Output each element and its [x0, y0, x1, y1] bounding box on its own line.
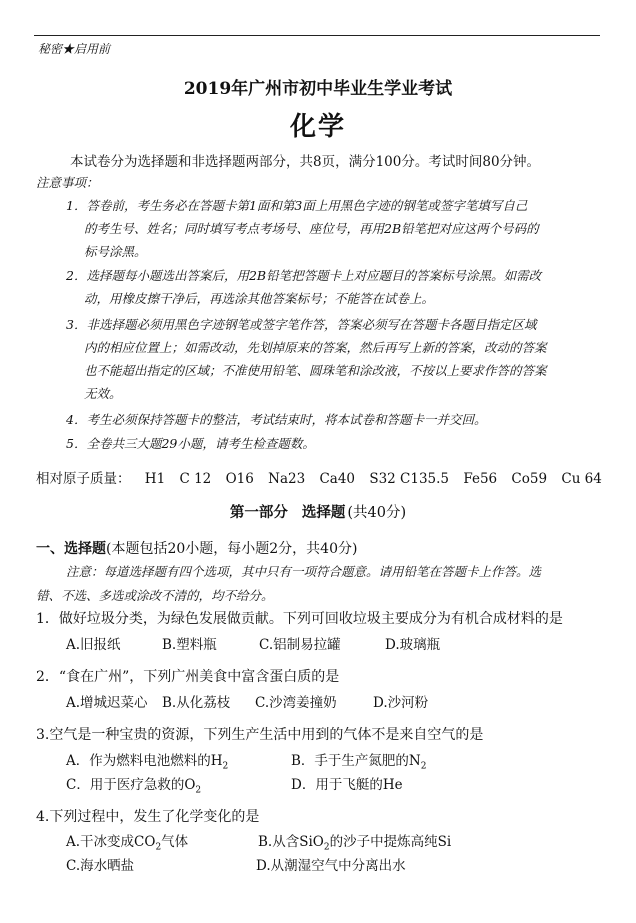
q3-option-b-sub: 2 — [420, 761, 427, 772]
notice-line: 2．选择题每小题选出答案后，用2B铅笔把答题卡上对应题目的答案标号涂黑。如需改 — [66, 268, 542, 283]
section-desc: (本题包括20小题，每小题2分，共40分) — [106, 541, 358, 557]
q3-option-c-sub: 2 — [195, 785, 202, 796]
q3-option-d: D．用于飞艇的He — [291, 777, 403, 793]
question-2-stem: 2．“食在广州”，下列广州美食中富含蛋白质的是 — [36, 669, 340, 685]
section-note-1: 注意：每道选择题有四个选项，其中只有一项符合题意。请用铅笔在答题卡上作答。选 — [66, 564, 542, 579]
atomic-mass-item: C 12 — [179, 471, 212, 487]
atomic-mass-item: Ca40 — [319, 471, 356, 487]
q4-option-c: C.海水晒盐 — [66, 858, 135, 874]
q1-option-b: B.塑料瓶 — [162, 637, 217, 653]
part-title: 第一部分 — [229, 504, 288, 521]
q3-option-a-text: A．作为燃料电池燃料的H — [66, 753, 223, 769]
notice-line: 1．答卷前，考生务必在答题卡第1面和第3面上用黑色字迹的钢笔或签字笔填写自己 — [66, 198, 528, 213]
notice-line: 4．考生必须保持答题卡的整洁，考试结束时，将本试卷和答题卡一并交回。 — [66, 412, 487, 427]
atomic-mass-item: Cu 64 — [561, 471, 602, 487]
atomic-mass-item: Na23 — [268, 471, 306, 487]
notice-line: 标号涂黑。 — [84, 244, 147, 259]
q1-option-a: A.旧报纸 — [66, 637, 121, 653]
intro-text: 本试卷分为选择题和非选择题两部分，共8页，满分100分。考试时间80分钟。 — [70, 154, 541, 170]
q2-option-a: A.增城迟菜心 — [66, 695, 148, 711]
subject-title: 化学 — [289, 112, 346, 142]
atomic-mass-item: H1 — [144, 471, 166, 487]
q4-option-b — [258, 830, 451, 853]
q4-option-d: D.从潮湿空气中分离出水 — [256, 858, 406, 874]
q4-option-b-text: B.从含SiO — [258, 834, 324, 850]
q4-option-a — [66, 830, 188, 853]
part-score: (共40分) — [347, 505, 407, 521]
atomic-mass-item: Co59 — [511, 471, 548, 487]
q3-option-a — [66, 749, 228, 772]
atomic-mass-item: S32 C135.5 — [369, 471, 450, 487]
q4-option-b-sub: 2 — [323, 842, 330, 853]
exam-title: 2019年广州市初中毕业生学业考试 — [183, 79, 453, 99]
q3-option-c-text: C．用于医疗急救的O — [66, 777, 196, 793]
atomic-mass-label: 相对原子质量： — [36, 471, 131, 487]
q4-option-b-tail: 的沙子中提炼高纯Si — [329, 834, 452, 850]
q2-option-d: D.沙河粉 — [373, 695, 429, 711]
q1-option-c: C.铝制易拉罐 — [259, 637, 341, 653]
q3-option-b-text: B．手于生产氮肥的N — [291, 753, 421, 769]
notice-line: 5．全卷共三大题29小题，请考生检查题数。 — [66, 436, 315, 451]
q2-option-c: C.沙湾姜撞奶 — [255, 695, 337, 711]
atomic-mass-row — [36, 467, 612, 487]
notice-line: 也不能超出指定的区域；不准使用铅笔、圆珠笔和涂改液，不按以上要求作答的答案 — [84, 363, 547, 378]
section-note-2: 错、不选、多选或涂改不清的，均不给分。 — [36, 588, 274, 603]
header-rule — [34, 35, 600, 36]
q4-option-a-text: A.干冰变成CO — [66, 834, 156, 850]
q2-option-b: B.从化荔枝 — [162, 695, 231, 711]
part-name: 选择题 — [301, 504, 346, 521]
question-3-stem: 3.空气是一种宝贵的资源，下列生产生活中用到的气体不是来自空气的是 — [36, 727, 484, 743]
notice-line: 动，用橡皮擦干净后，再选涂其他答案标号；不能答在试卷上。 — [84, 291, 435, 306]
notice-line: 内的相应位置上；如需改动，先划掉原来的答案，然后再写上新的答案，改动的答案 — [84, 340, 547, 355]
atomic-mass-item: O16 — [225, 471, 254, 487]
q1-option-d: D.玻璃瓶 — [385, 637, 441, 653]
notice-line: 无效。 — [84, 386, 122, 401]
question-1-stem: 1．做好垃圾分类，为绿色发展做贡献。下列可回收垃圾主要成分为有机合成材料的是 — [36, 611, 563, 627]
q3-option-b — [291, 749, 426, 772]
question-4-stem: 4.下列过程中，发生了化学变化的是 — [36, 809, 260, 825]
secret-label: 秘密★启用前 — [38, 42, 111, 56]
q3-option-c — [66, 773, 201, 796]
q4-option-a-sub: 2 — [155, 842, 162, 853]
notice-heading: 注意事项： — [36, 175, 99, 190]
q4-option-a-tail: 气体 — [161, 834, 189, 850]
notice-line: 3．非选择题必须用黑色字迹钢笔或签字笔作答，答案必须写在答题卡各题目指定区域 — [66, 317, 537, 332]
section-heading — [36, 538, 357, 558]
q3-option-a-sub: 2 — [222, 761, 229, 772]
atomic-mass-item: Fe56 — [463, 471, 498, 487]
part-heading — [0, 501, 636, 522]
section-title: 一、选择题 — [36, 541, 106, 557]
notice-line: 的考生号、姓名；同时填写考点考场号、座位号，再用2B铅笔把对应这两个号码的 — [84, 221, 539, 236]
